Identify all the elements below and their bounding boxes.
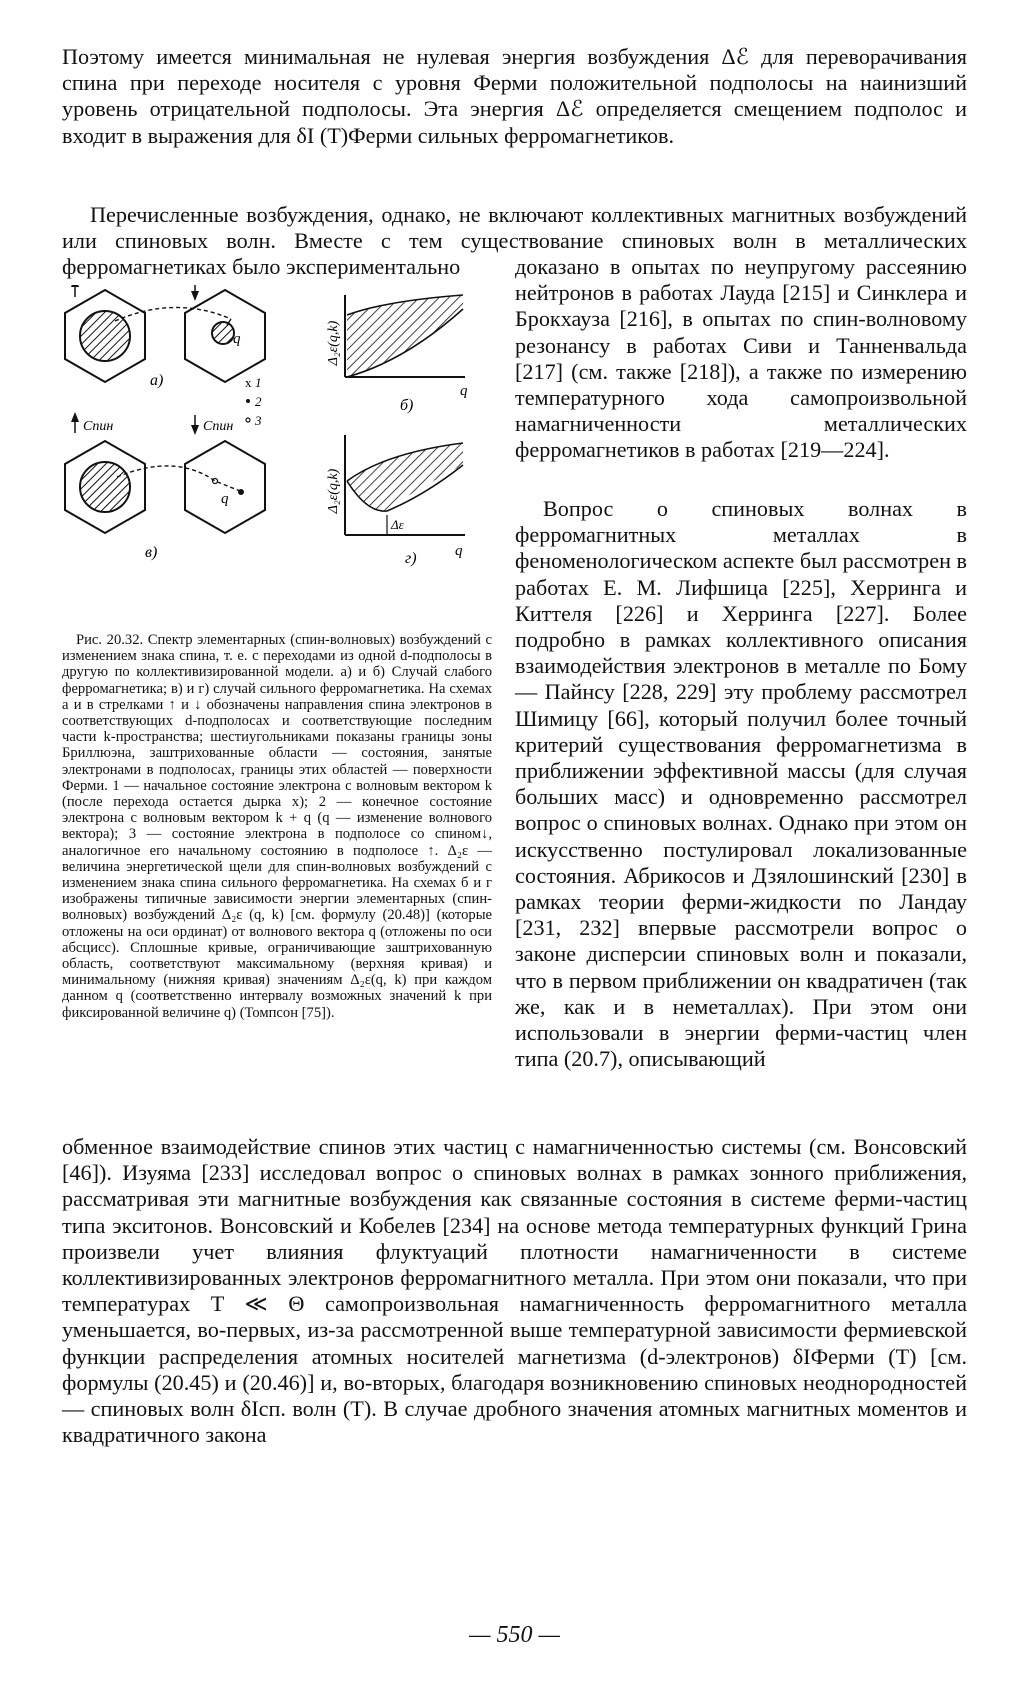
fermi-surface-right-a: [212, 322, 234, 344]
panel-v-label: в): [145, 544, 158, 561]
legend-2-label: 2: [255, 394, 262, 409]
legend-3-dot: [246, 418, 250, 422]
transition-path-v: [117, 466, 240, 491]
panel-a-diagram: [65, 285, 265, 389]
brillouin-hexagon-right-v: [185, 441, 265, 533]
panel-g-label: г): [405, 550, 417, 567]
panel-g-gap-label: Δε: [391, 517, 404, 532]
spin-right-label: Спин: [203, 419, 234, 434]
figure-caption: [62, 632, 492, 1021]
arrow-head-right-a: [191, 291, 199, 301]
paragraph-4-text: Вопрос о спиновых волнах в ферромагнитных металлах в феноменологическом аспекте был рассмотрен в работах Е. М. Лифшица [225], Херринга и Киттеля [226] и Херринга [227]. Более подробно в рамках коллективного описания взаимодействия электронов в металле по Бому — Пайнсу [228, 229] эту проблему рассмотрел Шимицу [66], который получил более точный критерий существования ферромагнетизма в приближении эффективной массы (для случая больших масс) и одновременно рассмотрел вопрос о спиновых волнах. Однако при этом он искусственно постулировал локализованные состояния. Абрикосов и Дзялошинский [230] в рамках теории ферми-жидкости по Ландау [231, 232] впервые рассмотрели вопрос о законе дисперсии спиновых волн и показали, что в первом приближении он квадратичен (так же, как и в неметаллах). При этом они использовали в энергии ферми-частиц член типа (20.7), описывающий: [515, 496, 967, 1072]
paragraph-5: обменное взаимодействие спинов этих частиц с намагниченностью системы (см. Вонсовский [46]). Изуяма [233] исследовал вопрос о спиновых волнах в рамках зонного приближения, рассматривая эти магнитные возбуждения как связанные состояния в системе ферми-частиц типа экситонов. Вонсовский и Кобелев [234] на основе метода температурных функций Грина произвели учет влияния флуктуаций плотности намагниченности в системе коллективизированных электронов ферромагнитного металла. При этом они показали, что при температурах T ≪ Θ самопроизвольная намагниченность ферромагнитного металла уменьшается, во-первых, из-за рассмотренной выше температурной зависимости фермиевской функции распределения атомных носителей магнетизма (d-электронов) δIФерми (T) [см. формулы (20.45) и (20.46)] и, во-вторых, благодаря возникновению спиновых неоднородностей — спиновых волн δIсп. волн (T). В случае дробного значения атомных магнитных моментов и квадратичного закона: [62, 1134, 967, 1448]
arrow-head-right-v: [191, 425, 199, 435]
paragraph-2-text: Перечисленные возбуждения, однако, не включают коллективных магнитных возбуждений или спиновых волн. Вместе с тем существование спиновых волн в металлических ферромагнетиках было экспериментально: [62, 202, 967, 280]
panel-b-q-label: q: [460, 383, 468, 399]
legend-1-label: 1: [255, 375, 262, 390]
paragraph-1: Поэтому имеется минимальная не нулевая энергия возбуждения Δℰ для переворачивания спина при переходе носителя с уровня Ферми положительной подполосы на наинизший уровень отрицательной подполосы. Эта энергия Δℰ определяется смещением подполос и входит в выражения для δI (T)Ферми сильных ферромагнетиков.: [62, 44, 967, 148]
panel-g-hatched-region: [347, 443, 463, 511]
panel-b-y-label: Δ₂ε(q,k): [326, 320, 341, 366]
paragraph-4: [515, 496, 967, 1072]
panel-v-diagram: [65, 412, 265, 561]
arrow-head-left-v: [71, 412, 79, 422]
legend-x-mark: x: [245, 375, 252, 390]
fermi-surface-left-v: [80, 462, 130, 512]
figure-legend: [245, 375, 262, 428]
page-number: — 550 —: [469, 1622, 560, 1648]
q-label-a: q: [233, 331, 241, 347]
panel-g-plot: [326, 435, 465, 567]
panel-g-y-label: Δ₂ε(q,k): [326, 468, 341, 514]
legend-3-label: 3: [255, 413, 262, 428]
panel-b-hatched-region: [347, 295, 463, 377]
state-3-point-v: [213, 479, 218, 484]
legend-2-dot: [246, 399, 250, 403]
q-label-v: q: [221, 491, 229, 507]
transition-path-a: [115, 307, 231, 321]
figure-20-32: [55, 285, 495, 625]
panel-b-plot: [326, 295, 468, 414]
state-2-point-v: [238, 489, 244, 495]
panel-b-label: б): [400, 397, 414, 414]
figure-caption-text: Рис. 20.32. Спектр элементарных (спин-волновых) возбуждений с изменением знака спина, т. е. с переходами из одной d-подполосы в другую по коллективизированной модели. а) и б) Случай слабого ферромагнетика; в) и г) случай сильного ферромагнетика. На схемах а и в стрелками ↑ и ↓ обозначены направления спина электронов в соответствующих d-подполосах и соответствующие последним части k-пространства; шестиугольниками показаны границы зоны Бриллюэна, заштрихованные области — состояния, занятые электронами в подполосах, границы этих областей — поверхности Ферми. 1 — начальное состояние электрона с волновым вектором k (после перехода остается дырка x); 2 — конечное состояние электрона с волновым вектором k + q (q — изменение волнового вектора); 3 — состояние электрона в подполосе со спином↓, аналогичное его начальному состоянию в подполосе ↑. Δ₂ε — величина энергетической щели для спин-волновых возбуждений с изменением знака спина сильного ферромагнетика. На схемах б и г изображены типичные зависимости энергии элементарных (спин-волновых) возбуждений Δ₂ε (q, k) [см. формулу (20.48)] (которые отложены на оси ординат) от волнового вектора q (отложены по оси абсцисс). Сплошные кривые, ограничивающие заштрихованную область, соответствуют максимальному (верхняя кривая) и минимальному (нижняя кривая) значениям Δ₂ε(q, k) при каждом данном q (соответственно интервалу возможных значений k при фиксированной величине q) (Томпсон [75]).: [62, 632, 492, 1021]
panel-a-label: а): [150, 372, 164, 389]
panel-g-q-label: q: [455, 543, 463, 559]
paragraph-3: доказано в опытах по неупругому рассеянию нейтронов в работах Лауда [215] и Синклера и Брокхауза [216], в опытах по спин-волновому резонансу в работах Сиви и Танненвальда [217] (см. также [218]), а также по измерению температурного хода самопроизвольной намагниченности металлических ферромагнетиков в работах [219—224].: [515, 254, 967, 463]
spin-left-label: Спин: [83, 419, 114, 434]
arrow-head-left-a: [71, 285, 79, 287]
